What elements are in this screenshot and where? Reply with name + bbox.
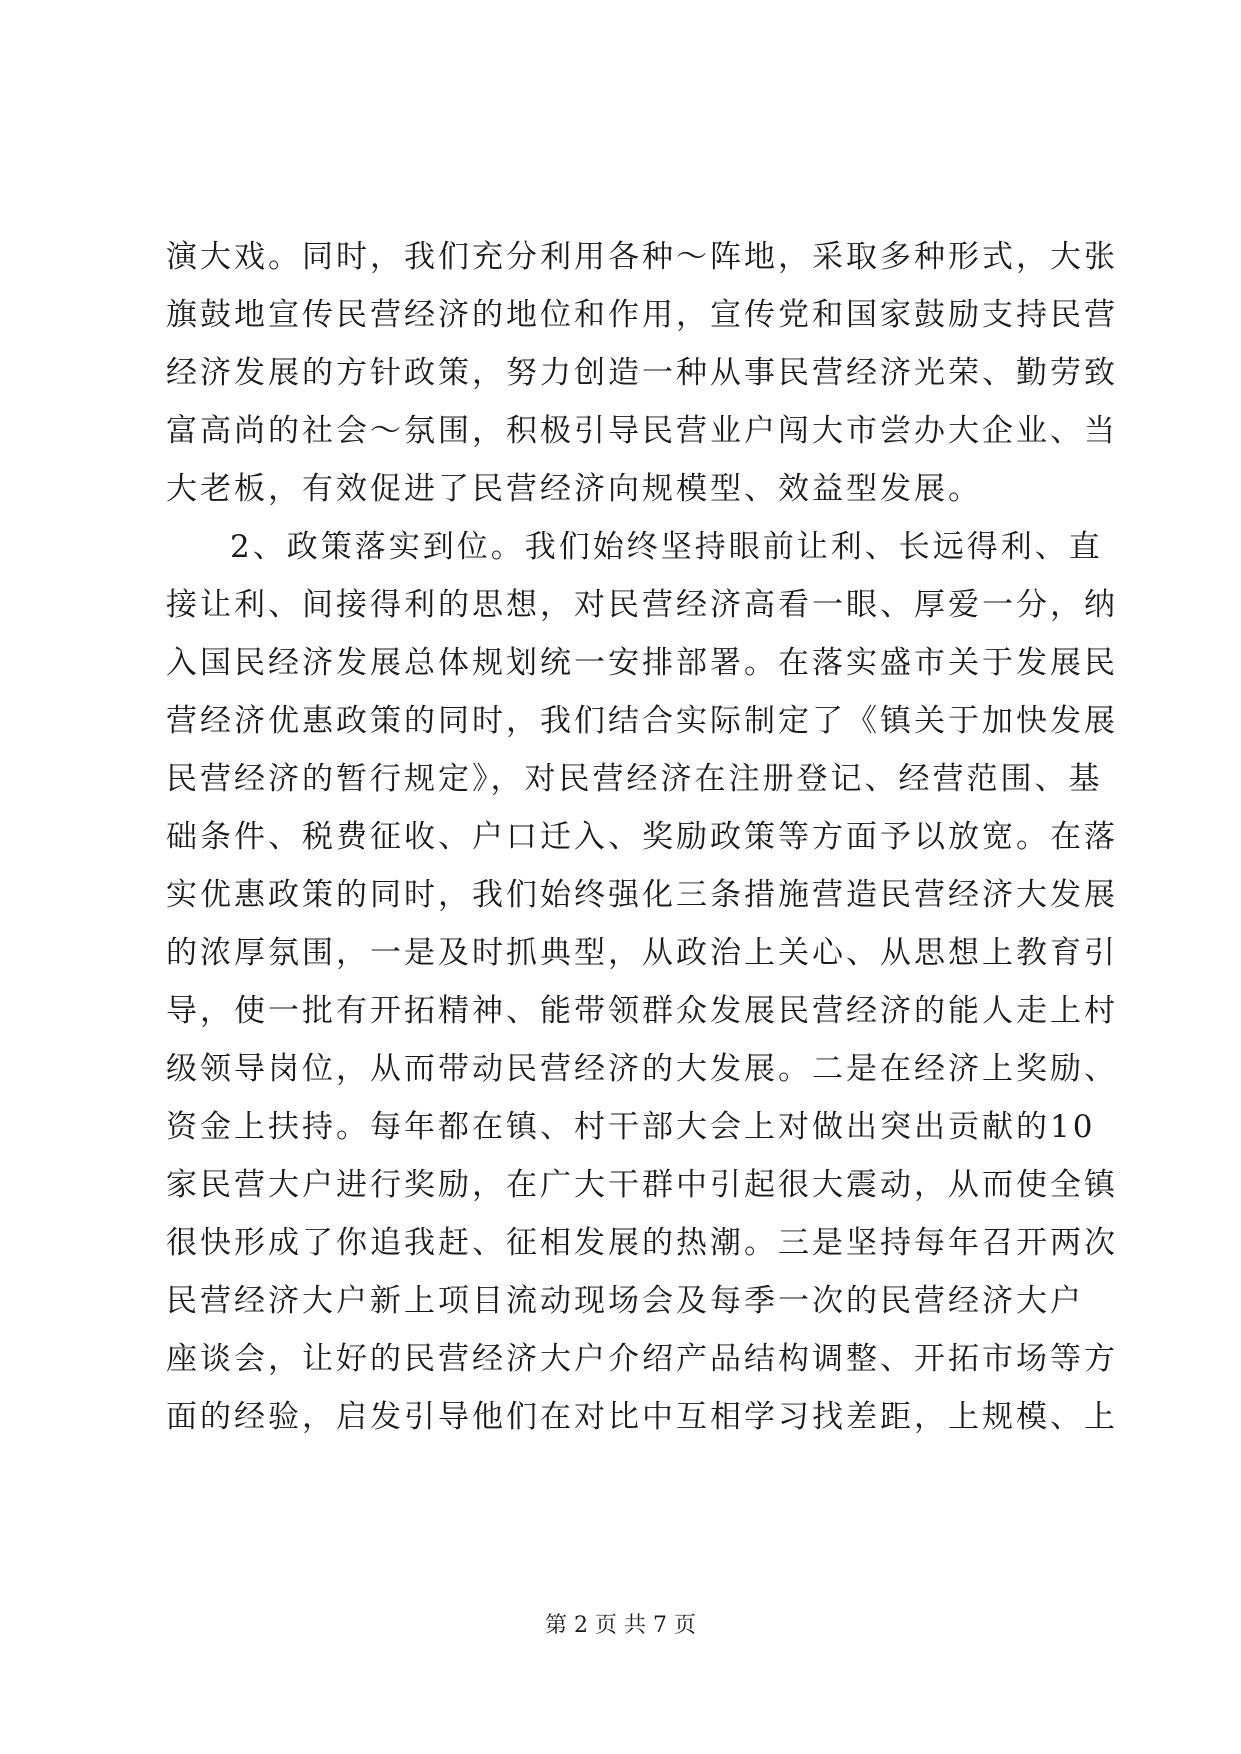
text-line: 资金上扶持。每年都在镇、村干部大会上对做出突出贡献的10 <box>166 1109 1096 1145</box>
text-line: 入国民经济发展总体规划统一安排部署。在落实盛市关于发展民 <box>166 645 1118 681</box>
text-line: 很快形成了你追我赶、征相发展的热潮。三是坚持每年召开两次 <box>166 1225 1118 1261</box>
text-line: 导，使一批有开拓精神、能带领群众发展民营经济的能人走上村 <box>166 993 1118 1029</box>
text-line: 家民营大户进行奖励，在广大干群中引起很大震动，从而使全镇 <box>166 1167 1118 1203</box>
page-footer <box>0 1612 1241 1640</box>
text-line: 实优惠政策的同时，我们始终强化三条措施营造民营经济大发展 <box>166 877 1118 913</box>
text-line: 级领导岗位，从而带动民营经济的大发展。二是在经济上奖励、 <box>166 1051 1118 1087</box>
text-line: 民营经济大户新上项目流动现场会及每季一次的民营经济大户 <box>166 1283 1084 1319</box>
text-line: 演大戏。同时，我们充分利用各种～阵地，采取多种形式，大张 <box>166 239 1118 275</box>
text-line: 旗鼓地宣传民营经济的地位和作用，宣传党和国家鼓励支持民营 <box>166 297 1118 333</box>
paragraph-start-line: 2、政策落实到位。我们始终坚持眼前让利、长远得利、直 <box>230 529 1103 565</box>
text-line: 大老板，有效促进了民营经济向规模型、效益型发展。 <box>166 471 982 507</box>
text-line: 经济发展的方针政策，努力创造一种从事民营经济光荣、勤劳致 <box>166 355 1118 391</box>
text-line: 民营经济的暂行规定》，对民营经济在注册登记、经营范围、基 <box>166 761 1103 797</box>
text-line: 富高尚的社会～氛围，积极引导民营业户闯大市尝办大企业、当 <box>166 413 1118 449</box>
text-line: 面的经验，启发引导他们在对比中互相学习找差距，上规模、上 <box>166 1399 1118 1435</box>
text-line: 的浓厚氛围，一是及时抓典型，从政治上关心、从思想上教育引 <box>166 935 1118 971</box>
text-line: 接让利、间接得利的思想，对民营经济高看一眼、厚爱一分，纳 <box>166 587 1118 623</box>
page-number: 第 2 页 共 7 页 <box>545 1613 696 1638</box>
text-line: 础条件、税费征收、户口迁入、奖励政策等方面予以放宽。在落 <box>166 819 1118 855</box>
text-line: 座谈会，让好的民营经济大户介绍产品结构调整、开拓市场等方 <box>166 1341 1118 1377</box>
text-line: 营经济优惠政策的同时，我们结合实际制定了《镇关于加快发展 <box>166 703 1118 739</box>
body-text <box>166 228 1118 1446</box>
